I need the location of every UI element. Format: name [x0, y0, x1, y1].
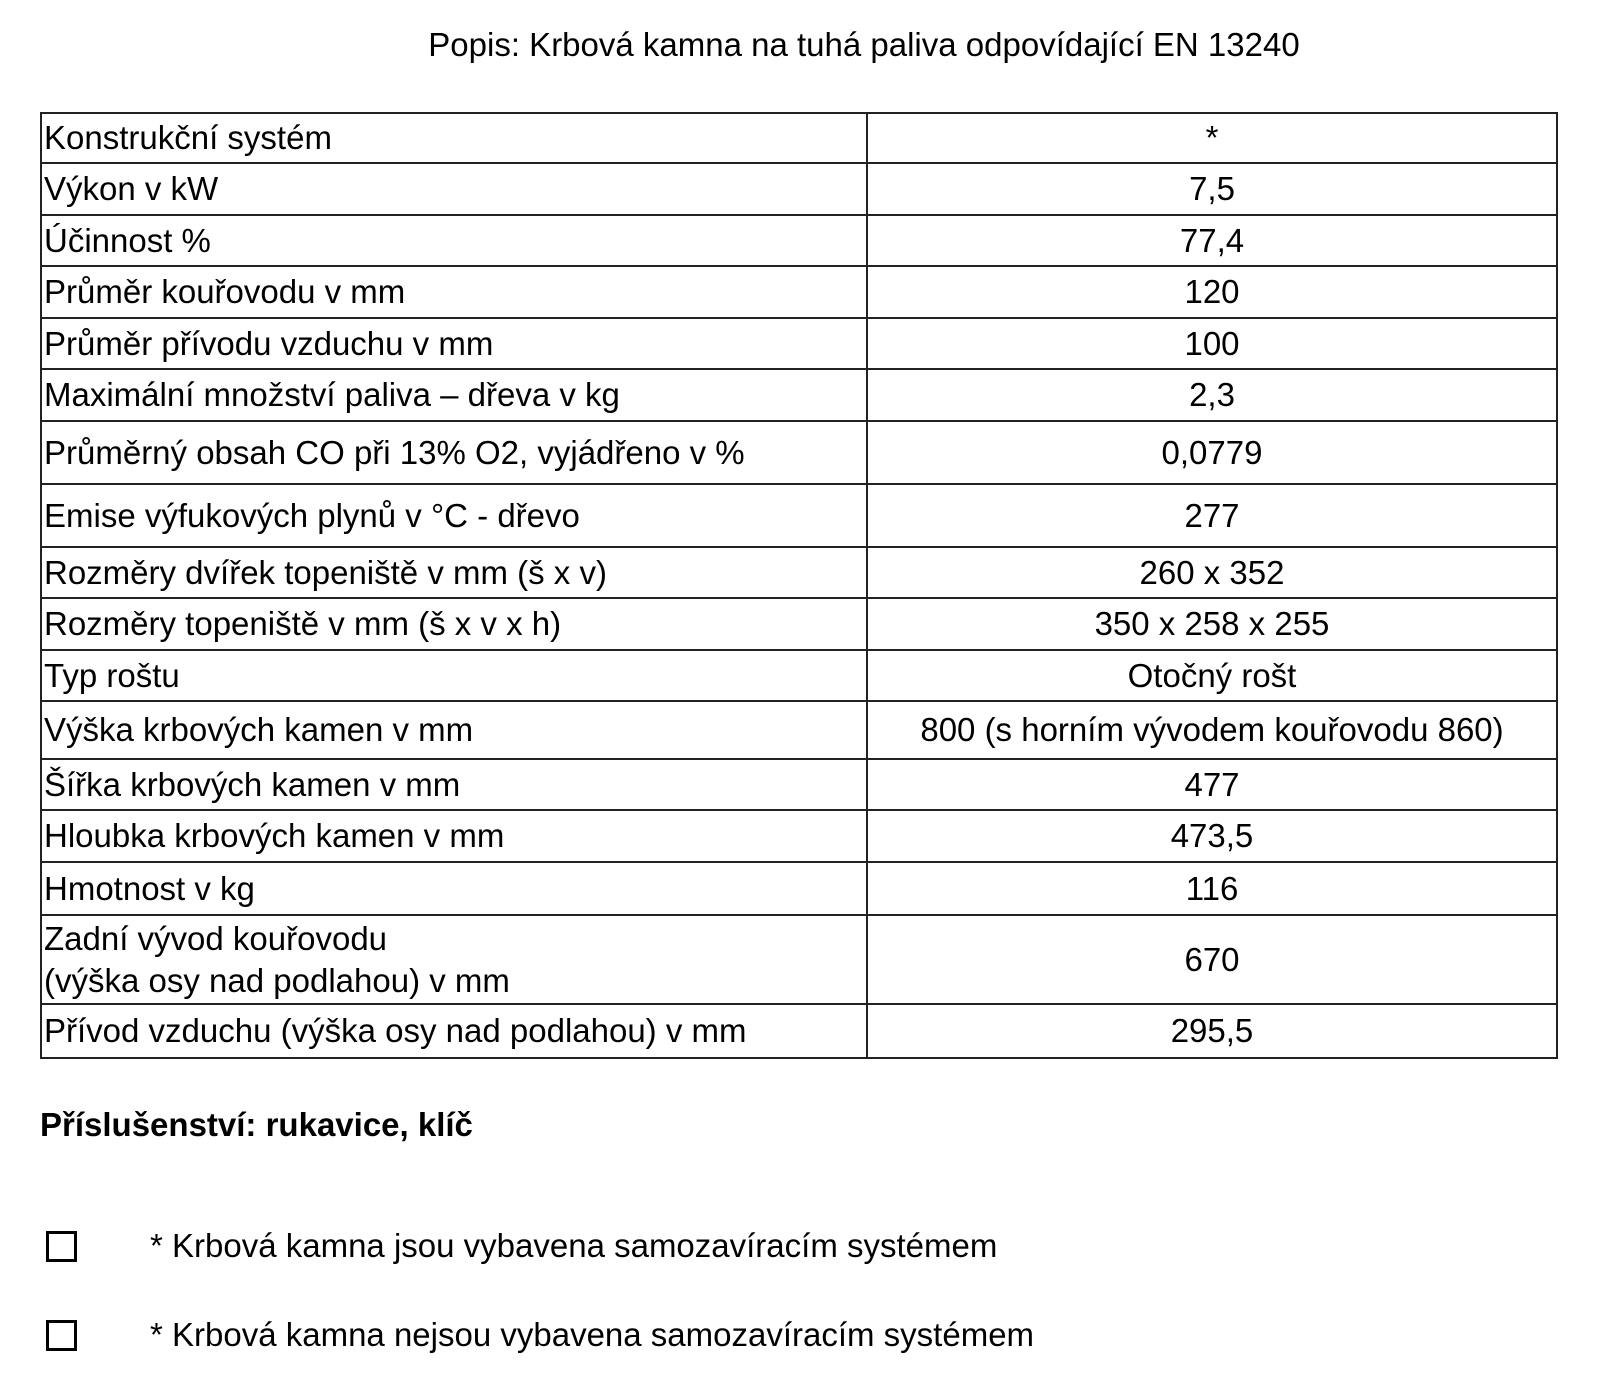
table-row: [41, 369, 1557, 421]
row-label: Průměr přívodu vzduchu v mm: [41, 318, 867, 369]
table-row: [41, 163, 1557, 215]
option-self-closing[interactable]: [46, 1227, 997, 1265]
table-row: [41, 1004, 1557, 1058]
row-value: 100: [867, 318, 1557, 369]
row-value: 800 (s horním vývodem kouřovodu 860): [867, 701, 1557, 759]
row-value: *: [867, 113, 1557, 163]
row-value: Otočný rošt: [867, 650, 1557, 701]
row-label: Průměrný obsah CO při 13% O2, vyjádřeno v %: [41, 421, 867, 484]
row-value: 350 x 258 x 255: [867, 598, 1557, 650]
row-label: Výška krbových kamen v mm: [41, 701, 867, 759]
row-label: Typ roštu: [41, 650, 867, 701]
row-label: Účinnost %: [41, 215, 867, 266]
row-label: Konstrukční systém: [41, 113, 867, 163]
checkbox[interactable]: [46, 1231, 77, 1262]
row-value: 473,5: [867, 810, 1557, 862]
row-value: 77,4: [867, 215, 1557, 266]
table-row: [41, 547, 1557, 598]
table-row: [41, 266, 1557, 318]
table-row: [41, 759, 1557, 810]
table-row: [41, 862, 1557, 915]
option-label: * Krbová kamna jsou vybavena samozavíracím systémem: [150, 1227, 998, 1264]
table-row: [41, 915, 1557, 1004]
row-label: Rozměry topeniště v mm (š x v x h): [41, 598, 867, 650]
checkbox[interactable]: [46, 1320, 77, 1351]
row-label: [41, 915, 867, 1004]
spec-table: [40, 112, 1558, 1059]
row-value: 277: [867, 484, 1557, 547]
row-value: 116: [867, 862, 1557, 915]
table-row: [41, 650, 1557, 701]
row-label: Hmotnost v kg: [41, 862, 867, 915]
row-label: Přívod vzduchu (výška osy nad podlahou) v mm: [41, 1004, 867, 1058]
row-label: Výkon v kW: [41, 163, 867, 215]
row-value: 260 x 352: [867, 547, 1557, 598]
row-label: Šířka krbových kamen v mm: [41, 759, 867, 810]
row-value: 670: [867, 915, 1557, 1004]
table-row: [41, 421, 1557, 484]
table-row: [41, 484, 1557, 547]
row-label: Rozměry dvířek topeniště v mm (š x v): [41, 547, 867, 598]
table-row: [41, 598, 1557, 650]
row-label: Hloubka krbových kamen v mm: [41, 810, 867, 862]
table-row: [41, 318, 1557, 369]
row-value: 0,0779: [867, 421, 1557, 484]
row-label: Maximální množství paliva – dřeva v kg: [41, 369, 867, 421]
row-label-line: (výška osy nad podlahou) v mm: [44, 961, 510, 999]
row-value: 7,5: [867, 163, 1557, 215]
row-label-line: Zadní vývod kouřovodu: [44, 919, 388, 957]
document-title: Popis: Krbová kamna na tuhá paliva odpovídající EN 13240: [428, 26, 1300, 63]
accessories-text: Příslušenství: rukavice, klíč: [40, 1106, 473, 1143]
row-value: 120: [867, 266, 1557, 318]
table-row: [41, 701, 1557, 759]
table-row: [41, 810, 1557, 862]
table-row: [41, 215, 1557, 266]
row-label: Emise výfukových plynů v °C - dřevo: [41, 484, 867, 547]
table-row: [41, 113, 1557, 163]
row-value: 477: [867, 759, 1557, 810]
row-label: Průměr kouřovodu v mm: [41, 266, 867, 318]
option-label: * Krbová kamna nejsou vybavena samozavíracím systémem: [150, 1316, 1035, 1353]
row-value: 295,5: [867, 1004, 1557, 1058]
row-value: 2,3: [867, 369, 1557, 421]
option-not-self-closing[interactable]: [46, 1316, 1034, 1354]
